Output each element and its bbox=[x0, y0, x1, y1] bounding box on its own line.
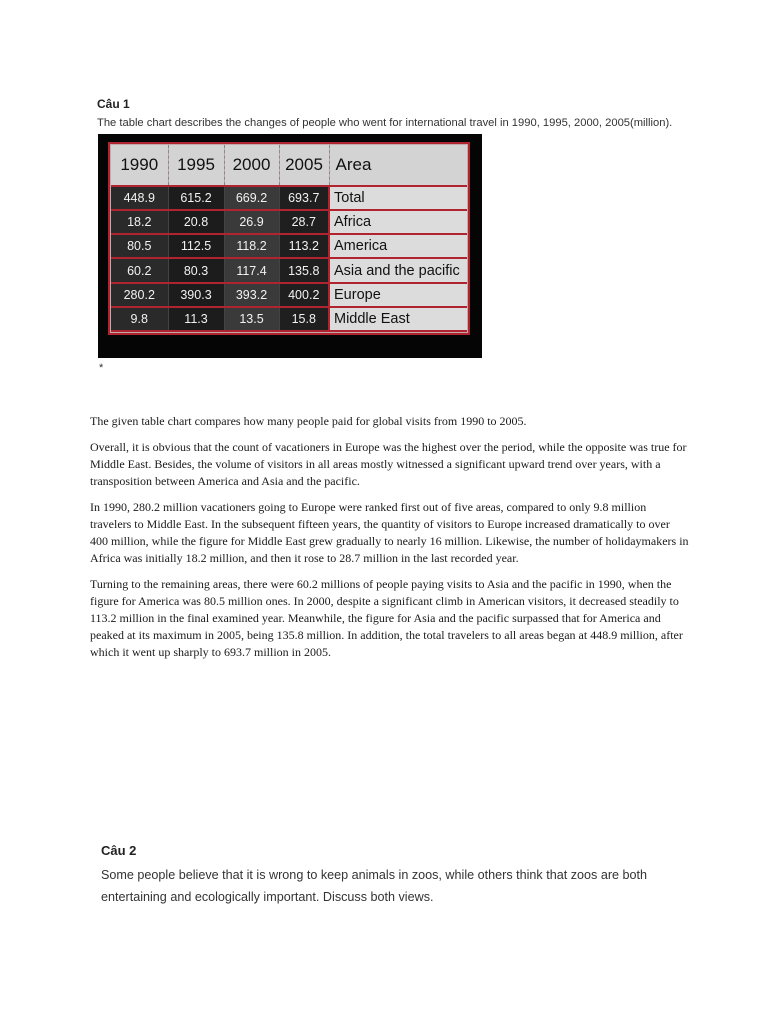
cell-value: 60.2 bbox=[111, 258, 168, 282]
cell-area: Africa bbox=[329, 210, 467, 234]
cell-value: 280.2 bbox=[111, 283, 168, 307]
cell-value: 135.8 bbox=[279, 258, 329, 282]
cell-value: 118.2 bbox=[224, 234, 279, 258]
cell-value: 400.2 bbox=[279, 283, 329, 307]
cell-value: 80.5 bbox=[111, 234, 168, 258]
cell-value: 26.9 bbox=[224, 210, 279, 234]
cell-value: 18.2 bbox=[111, 210, 168, 234]
cell-value: 112.5 bbox=[168, 234, 224, 258]
essay-paragraph: In 1990, 280.2 million vacationers going to Europe were ranked first out of five areas, compared to only 9.8 million travelers to Middle East. In the subsequent fifteen years, the quantity of visitors to Europe increased dramatically to over 400 million, while the figure for Middle East grew gradually to nearly 16 million. Likewise, the number of holidaymakers in Africa was initially 18.2 million, and then it rose to 28.7 million in the last recorded year. bbox=[90, 500, 689, 565]
essay-paragraph: Turning to the remaining areas, there were 60.2 millions of people paying visits to Asia and the pacific in 1990, when the figure for America was 80.5 million ones. In 2000, despite a significant climb in American visitors, it decreased steadily to 113.2 million in the final examined year. Meanwhile, the figure for Asia and the pacific surpassed that for America and peaked at its maximum in 2005, being 135.8 million. In addition, the total travelers to all areas began at 448.9 million, after which it went up sharply to 693.7 million in 2005. bbox=[90, 577, 683, 659]
question-1-description: The table chart describes the changes of people who went for international travel in 1990, 1995, 2000, 2005(million). bbox=[97, 117, 673, 129]
question-2-prompt: Some people believe that it is wrong to keep animals in zoos, while others think that zoos are both entertaining and ecologically important. Discuss both views. bbox=[101, 868, 648, 904]
table-chart-image bbox=[98, 134, 482, 358]
header-2000: 2000 bbox=[224, 145, 279, 186]
cell-value: 448.9 bbox=[111, 186, 168, 210]
asterisk-marker: * bbox=[99, 362, 104, 374]
cell-value: 393.2 bbox=[224, 283, 279, 307]
cell-value: 117.4 bbox=[224, 258, 279, 282]
table-row bbox=[111, 307, 467, 331]
cell-area: Asia and the pacific bbox=[329, 258, 467, 282]
cell-value: 693.7 bbox=[279, 186, 329, 210]
essay-paragraph: Overall, it is obvious that the count of vacationers in Europe was the highest over the period, while the opposite was true for Middle East. Besides, the volume of visitors in all areas mostly witnessed a significant upward trend over years, with a transposition between America and Asia and the pacific. bbox=[90, 440, 687, 488]
essay-paragraph: The given table chart compares how many people paid for global visits from 1990 to 2005. bbox=[90, 414, 527, 428]
cell-area: Europe bbox=[329, 283, 467, 307]
cell-area: America bbox=[329, 234, 467, 258]
table-header-row bbox=[111, 145, 467, 186]
table-row bbox=[111, 258, 467, 282]
cell-value: 669.2 bbox=[224, 186, 279, 210]
cell-value: 20.8 bbox=[168, 210, 224, 234]
cell-value: 615.2 bbox=[168, 186, 224, 210]
header-1995: 1995 bbox=[168, 145, 224, 186]
essay-body bbox=[90, 413, 690, 670]
cell-value: 9.8 bbox=[111, 307, 168, 331]
cell-value: 28.7 bbox=[279, 210, 329, 234]
cell-value: 80.3 bbox=[168, 258, 224, 282]
question-2-heading: Câu 2 bbox=[101, 843, 137, 858]
table-row bbox=[111, 283, 467, 307]
cell-value: 13.5 bbox=[224, 307, 279, 331]
cell-value: 15.8 bbox=[279, 307, 329, 331]
cell-area: Total bbox=[329, 186, 467, 210]
header-1990: 1990 bbox=[111, 145, 168, 186]
header-area: Area bbox=[329, 145, 467, 186]
cell-value: 390.3 bbox=[168, 283, 224, 307]
table-row bbox=[111, 234, 467, 258]
header-2005: 2005 bbox=[279, 145, 329, 186]
cell-area: Middle East bbox=[329, 307, 467, 331]
question-1-heading: Câu 1 bbox=[97, 97, 130, 111]
travel-table bbox=[111, 145, 467, 332]
table-row bbox=[111, 210, 467, 234]
table-row bbox=[111, 186, 467, 210]
cell-value: 113.2 bbox=[279, 234, 329, 258]
cell-value: 11.3 bbox=[168, 307, 224, 331]
